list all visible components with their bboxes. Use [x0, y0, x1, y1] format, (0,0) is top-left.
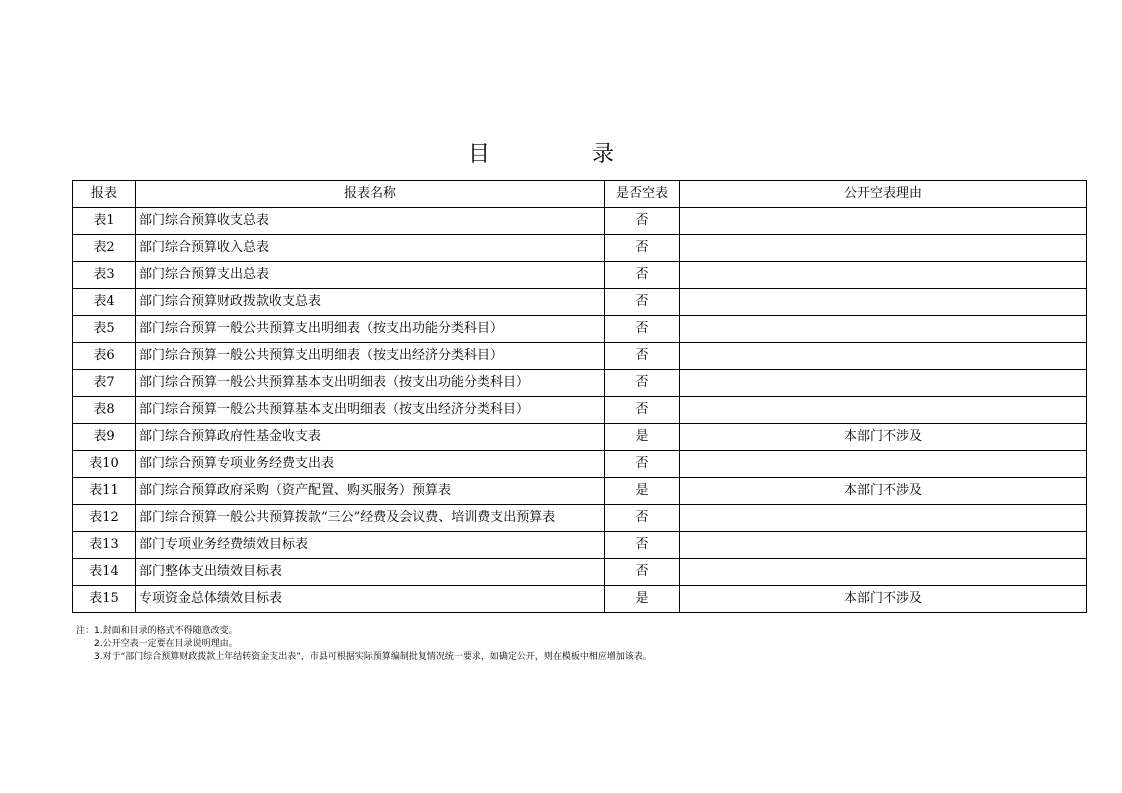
report-id-cell: 表6 [73, 343, 136, 370]
empty-reason-cell [680, 397, 1087, 424]
table-row [73, 370, 1087, 397]
report-id-cell: 表12 [73, 505, 136, 532]
table-row [73, 559, 1087, 586]
is-empty-cell: 否 [605, 397, 680, 424]
header-empty-reason: 公开空表理由 [680, 181, 1087, 208]
empty-reason-cell [680, 262, 1087, 289]
note-item-3: 3.对于“部门综合预算财政拨款上年结转资金支出表”，市县可根据实际预算编制批复情况统一要求，如确定公开，则在模板中相应增加该表。 [94, 652, 652, 662]
is-empty-cell: 是 [605, 424, 680, 451]
table-row [73, 316, 1087, 343]
report-name-cell: 部门综合预算政府采购（资产配置、购买服务）预算表 [136, 478, 605, 505]
is-empty-cell: 否 [605, 343, 680, 370]
is-empty-cell: 否 [605, 532, 680, 559]
report-name-cell: 部门综合预算收入总表 [136, 235, 605, 262]
footnotes [76, 625, 652, 664]
empty-reason-cell [680, 559, 1087, 586]
table-row [73, 586, 1087, 613]
is-empty-cell: 否 [605, 370, 680, 397]
table-row [73, 451, 1087, 478]
report-name-cell: 部门综合预算一般公共预算基本支出明细表（按支出功能分类科目） [136, 370, 605, 397]
table-row [73, 397, 1087, 424]
report-index-table [72, 180, 1087, 613]
empty-reason-cell [680, 289, 1087, 316]
table-row [73, 208, 1087, 235]
table-body [73, 208, 1087, 613]
empty-reason-cell: 本部门不涉及 [680, 424, 1087, 451]
report-id-cell: 表11 [73, 478, 136, 505]
is-empty-cell: 否 [605, 262, 680, 289]
empty-reason-cell [680, 235, 1087, 262]
report-name-cell: 部门专项业务经费绩效目标表 [136, 532, 605, 559]
is-empty-cell: 是 [605, 478, 680, 505]
header-report: 报表 [73, 181, 136, 208]
report-name-cell: 部门综合预算一般公共预算支出明细表（按支出经济分类科目） [136, 343, 605, 370]
empty-reason-cell [680, 505, 1087, 532]
header-report-name: 报表名称 [136, 181, 605, 208]
report-id-cell: 表4 [73, 289, 136, 316]
header-is-empty: 是否空表 [605, 181, 680, 208]
report-id-cell: 表14 [73, 559, 136, 586]
table-row [73, 505, 1087, 532]
empty-reason-cell: 本部门不涉及 [680, 478, 1087, 505]
report-id-cell: 表2 [73, 235, 136, 262]
is-empty-cell: 是 [605, 586, 680, 613]
report-name-cell: 部门综合预算政府性基金收支表 [136, 424, 605, 451]
report-name-cell: 部门综合预算一般公共预算拨款“三公”经费及会议费、培训费支出预算表 [136, 505, 605, 532]
table-row [73, 289, 1087, 316]
report-name-cell: 专项资金总体绩效目标表 [136, 586, 605, 613]
is-empty-cell: 否 [605, 451, 680, 478]
empty-reason-cell [680, 451, 1087, 478]
table-row [73, 235, 1087, 262]
report-name-cell: 部门整体支出绩效目标表 [136, 559, 605, 586]
table-row [73, 424, 1087, 451]
table-row [73, 532, 1087, 559]
is-empty-cell: 否 [605, 505, 680, 532]
report-name-cell: 部门综合预算支出总表 [136, 262, 605, 289]
is-empty-cell: 否 [605, 208, 680, 235]
report-name-cell: 部门综合预算一般公共预算基本支出明细表（按支出经济分类科目） [136, 397, 605, 424]
report-id-cell: 表10 [73, 451, 136, 478]
report-id-cell: 表1 [73, 208, 136, 235]
report-id-cell: 表9 [73, 424, 136, 451]
empty-reason-cell [680, 316, 1087, 343]
report-id-cell: 表5 [73, 316, 136, 343]
empty-reason-cell [680, 208, 1087, 235]
empty-reason-cell: 本部门不涉及 [680, 586, 1087, 613]
report-id-cell: 表3 [73, 262, 136, 289]
is-empty-cell: 否 [605, 316, 680, 343]
report-id-cell: 表15 [73, 586, 136, 613]
page-title: 目 录 [467, 142, 654, 167]
report-id-cell: 表13 [73, 532, 136, 559]
table-row [73, 343, 1087, 370]
is-empty-cell: 否 [605, 235, 680, 262]
report-id-cell: 表8 [73, 397, 136, 424]
empty-reason-cell [680, 370, 1087, 397]
report-name-cell: 部门综合预算一般公共预算支出明细表（按支出功能分类科目） [136, 316, 605, 343]
report-name-cell: 部门综合预算收支总表 [136, 208, 605, 235]
notes-prefix: 注： [76, 626, 95, 636]
report-name-cell: 部门综合预算财政拨款收支总表 [136, 289, 605, 316]
note-item-1: 1.封面和目录的格式不得随意改变。 [94, 626, 238, 636]
table-row [73, 262, 1087, 289]
report-id-cell: 表7 [73, 370, 136, 397]
table-header-row [73, 181, 1087, 208]
empty-reason-cell [680, 343, 1087, 370]
is-empty-cell: 否 [605, 559, 680, 586]
table-row [73, 478, 1087, 505]
is-empty-cell: 否 [605, 289, 680, 316]
report-name-cell: 部门综合预算专项业务经费支出表 [136, 451, 605, 478]
empty-reason-cell [680, 532, 1087, 559]
note-item-2: 2.公开空表一定要在目录说明理由。 [94, 639, 238, 649]
